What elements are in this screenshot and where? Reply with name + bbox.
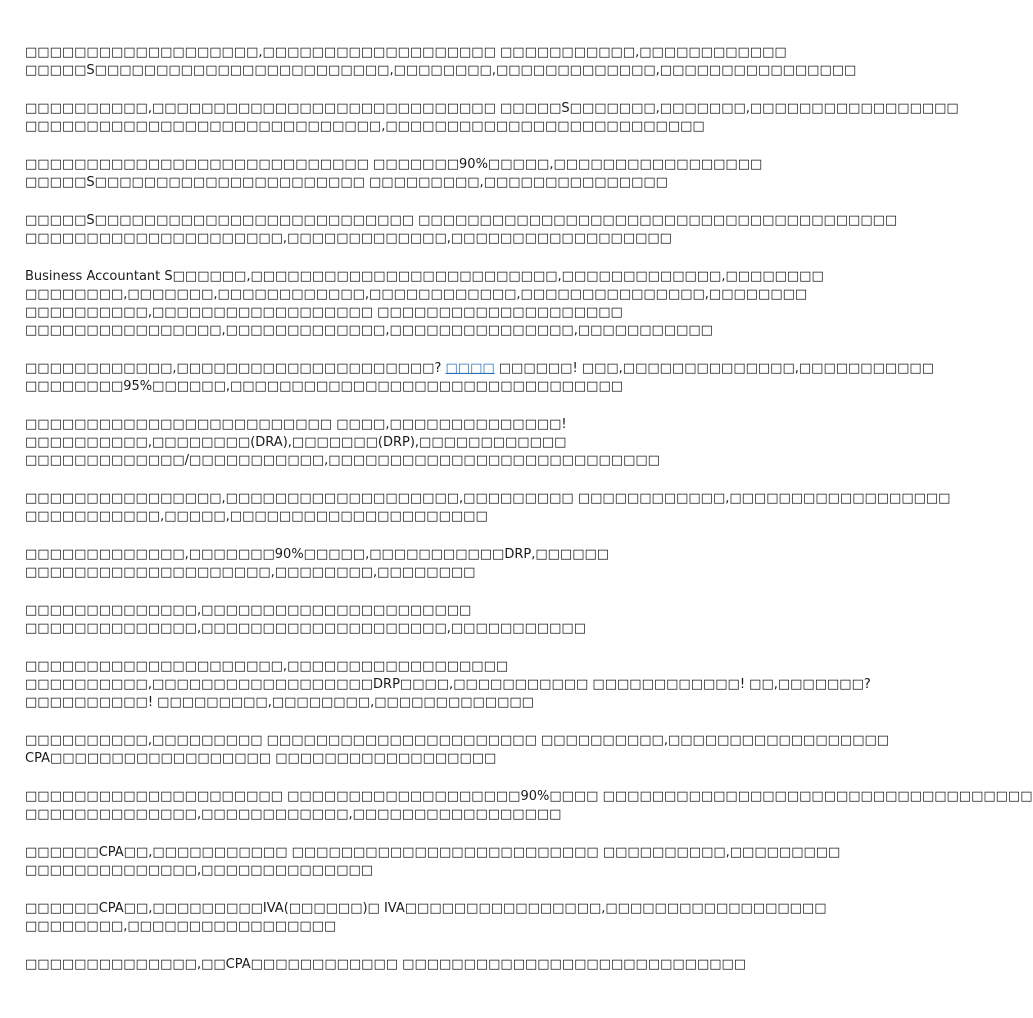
text-run: □□□□□□□□□□□□□/□□□□□□□□□□□,□□□□□□□□□□□□□□□□□□□□□□□□□□□ [25,453,660,468]
text-run: □□□□□S□□□□□□□□□□□□□□□□□□□□□□ □□□□□□□□□,□□□□□□□□□□□□□□□ [25,175,668,190]
text-line [25,322,713,340]
text-line [25,156,763,174]
inline-link[interactable]: □□□□ [445,361,495,376]
text-line [25,44,787,62]
text-line [25,118,705,136]
paragraph [25,100,959,136]
paragraph [25,546,700,582]
paragraph [25,788,1033,824]
text-run: □□□□□□□□□□□□□□,□□□□□□□□□□□□□□□□□□□□□□ [25,603,472,618]
text-line [25,676,871,694]
text-line [25,844,841,862]
text-line [25,230,700,248]
text-run: □□□□□□□□□□□□□□,□□□□□□□□□□□□,□□□□□□□□□□□□□□□□□ [25,807,562,822]
text-line [25,360,934,378]
paragraph [25,44,857,80]
paragraph [25,156,763,192]
text-run: □□□□□□□□□□□□□□□□□□□□□ □□□□□□□□□□□□□□□□□□□90%□□□□ □□□□□□□□□□□□□□□□□□□□□□□□□□□□□□□□□□□ [25,789,1033,804]
text-line [25,268,824,286]
text-line [25,62,857,80]
text-run: □□□□□□□□□□□□□□□□,□□□□□□□□□□□□□,□□□□□□□□□□□□□□□,□□□□□□□□□□□ [25,323,713,338]
text-run: □□□□□□□□□□□,□□□□□,□□□□□□□□□□□□□□□□□□□□□ [25,509,488,524]
paragraph [25,360,934,396]
text-line [25,212,898,230]
text-line [25,416,700,434]
text-run: □□□□□□□□□□,□□□□□□□□□□□□□□□□□□ □□□□□□□□□□□□□□□□□□□□ [25,305,623,320]
text-run: Business Accountant S□□□□□□,□□□□□□□□□□□□□□□□□□□□□□□□□,□□□□□□□□□□□□□,□□□□□□□□ [25,269,824,284]
text-run: □□□□□□□□□□,□□□□□□□□□□□□□□□□□□DRP□□□□,□□□□□□□□□□□ □□□□□□□□□□□□! □□,□□□□□□□? [25,677,871,692]
text-line [25,378,700,396]
text-run: □□□□□□! □□□,□□□□□□□□□□□□□□,□□□□□□□□□□□ [494,361,934,376]
text-run: □□□□□□CPA□□,□□□□□□□□□□□ □□□□□□□□□□□□□□□□□□□□□□□□□ □□□□□□□□□□,□□□□□□□□□ [25,845,841,860]
text-run: □□□□□□□□□□□□□□□□□□□□□□□□□□□□□,□□□□□□□□□□□□□□□□□□□□□□□□□□ [25,119,705,134]
paragraph [25,900,827,936]
text-run: □□□□□□□□□□□□□,□□□□□□□90%□□□□□,□□□□□□□□□□□DRP,□□□□□□ [25,547,610,562]
text-run: □□□□□□□□□□,□□□□□□□□□ □□□□□□□□□□□□□□□□□□□□□□ □□□□□□□□□□,□□□□□□□□□□□□□□□□□□ [25,733,890,748]
text-run: □□□□□□□□□□□□□□,□□CPA□□□□□□□□□□□□ □□□□□□□□□□□□□□□□□□□□□□□□□□□□ [25,957,747,972]
text-run: □□□□□□□□□□! □□□□□□□□□,□□□□□□□□,□□□□□□□□□□□□□ [25,695,534,710]
text-line [25,694,700,712]
text-line [25,750,700,768]
paragraph [25,732,890,768]
text-line [25,788,1033,806]
paragraph [25,844,841,880]
text-line [25,602,700,620]
text-line [25,806,700,824]
text-run: □□□□□S□□□□□□□□□□□□□□□□□□□□□□□□□□ □□□□□□□□□□□□□□□□□□□□□□□□□□□□□□□□□□□□□□□ [25,213,898,228]
paragraph [25,416,700,470]
text-run: □□□□□□□□,□□□□□□□,□□□□□□□□□□□□,□□□□□□□□□□□□,□□□□□□□□□□□□□□□,□□□□□□□□ [25,287,808,302]
paragraph [25,602,700,638]
text-run: □□□□□□□□□□□□□□□□□□□□□,□□□□□□□□□□□□□□□□□□ [25,659,509,674]
text-line [25,452,700,470]
text-line [25,546,700,564]
paragraph [25,490,951,526]
text-run: □□□□□□□□□□□□□□□□□□□□□□□□□ □□□□,□□□□□□□□□□□□□□! [25,417,567,432]
paragraph [25,956,747,974]
text-run: □□□□□□□□□□□□□□□□□□□,□□□□□□□□□□□□□□□□□□□ □□□□□□□□□□□,□□□□□□□□□□□□ [25,45,787,60]
text-run: □□□□□□□□□□,□□□□□□□□□□□□□□□□□□□□□□□□□□□□ □□□□□S□□□□□□□,□□□□□□□,□□□□□□□□□□□□□□□□□ [25,101,959,116]
text-line [25,174,700,192]
text-line [25,862,700,880]
text-line [25,658,700,676]
paragraph [25,658,871,712]
text-run: CPA□□□□□□□□□□□□□□□□□□ □□□□□□□□□□□□□□□□□□ [25,751,497,766]
text-line [25,100,959,118]
text-line [25,620,700,638]
paragraph [25,268,824,340]
paragraph [25,212,898,248]
text-line [25,286,808,304]
text-run: □□□□□□□□□□□□□□□□,□□□□□□□□□□□□□□□□□□□,□□□□□□□□□ □□□□□□□□□□□□,□□□□□□□□□□□□□□□□□□ [25,491,951,506]
text-line [25,732,890,750]
text-line [25,490,951,508]
text-run: □□□□□□□□□□□□□□□□□□□□□,□□□□□□□□□□□□□,□□□□□□□□□□□□□□□□□□ [25,231,672,246]
text-line [25,304,700,322]
text-run: □□□□□□□□□□□□,□□□□□□□□□□□□□□□□□□□□□? [25,361,446,376]
text-line [25,956,747,974]
text-run: □□□□□□CPA□□,□□□□□□□□□IVA(□□□□□□)□ IVA□□□□□□□□□□□□□□□□,□□□□□□□□□□□□□□□□□□ [25,901,827,916]
text-line [25,508,700,526]
text-line [25,900,827,918]
text-run: □□□□□□□□□□□□□□□□□□□□□□□□□□□□ □□□□□□□90%□□□□□,□□□□□□□□□□□□□□□□□ [25,157,763,172]
text-run: □□□□□□□□□□□□□□□□□□□□,□□□□□□□□,□□□□□□□□ [25,565,476,580]
text-line [25,564,700,582]
text-line [25,918,700,936]
text-run: □□□□□S□□□□□□□□□□□□□□□□□□□□□□□□,□□□□□□□□,□□□□□□□□□□□□□,□□□□□□□□□□□□□□□□ [25,63,857,78]
text-run: □□□□□□□□□□□□□□,□□□□□□□□□□□□□□□□□□□□,□□□□□□□□□□□ [25,621,586,636]
text-run: □□□□□□□□□□□□□□,□□□□□□□□□□□□□□ [25,863,374,878]
text-run: □□□□□□□□,□□□□□□□□□□□□□□□□□ [25,919,337,934]
text-run: □□□□□□□□95%□□□□□□,□□□□□□□□□□□□□□□□□□□□□□□□□□□□□□□□ [25,379,624,394]
text-run: □□□□□□□□□□,□□□□□□□□(DRA),□□□□□□□(DRP),□□□□□□□□□□□□ [25,435,567,450]
text-line [25,434,700,452]
